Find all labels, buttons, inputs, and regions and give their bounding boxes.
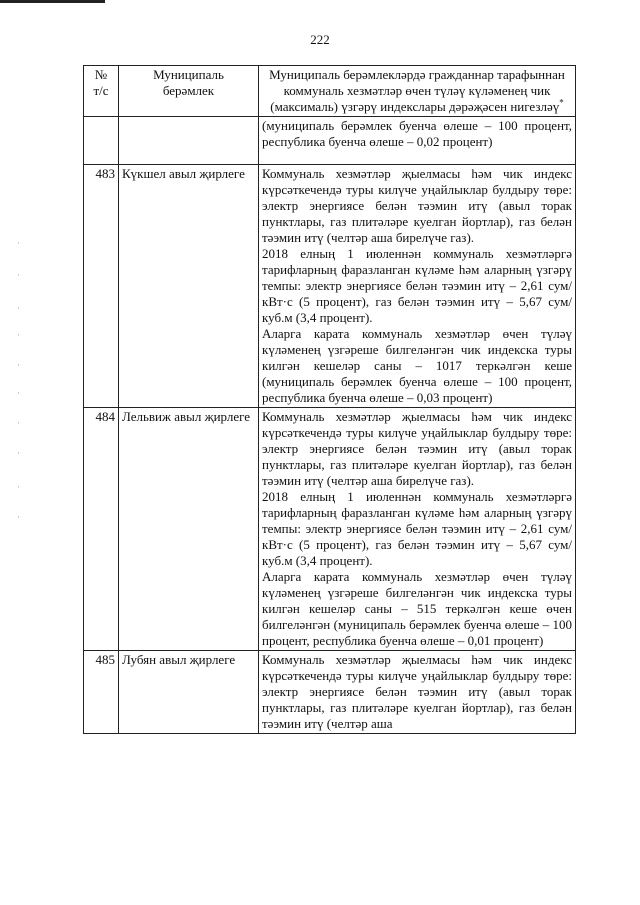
basis-paragraph: 2018 елның 1 июленнән коммуналь хезмәтләргә тарифларның фаразланган күләме һәм аларның үзгәрү темпы: электр энергиясе белән тәэмин итү – 2,61 сум/кВт·с (5 процент), газ белән тәэмин итү – 5,67 сум/куб.м (3,4 процент).: [262, 489, 572, 568]
header-basis-text: Муниципаль берәмлекләрдә гражданнар тарафыннан коммуналь хезмәтләр өчен түләү күләменең чик (максималь) үзгәрү индекслары дәрәҗәсен нигезләү: [269, 67, 565, 114]
basis-paragraph: (муниципаль берәмлек буенча өлеше – 100 процент, республика буенча өлеше – 0,02 процент): [262, 118, 572, 149]
table-header-row: [84, 66, 576, 117]
basis-paragraph: 2018 елның 1 июленнән коммуналь хезмәтләргә тарифларның фаразланган күләме һәм аларның үзгәрү темпы: электр энергиясе белән тәэмин итү – 2,61 сум/кВт·с (5 процент), газ белән тәэмин итү – 5,67 сум/куб.м (3,4 процент).: [262, 246, 572, 325]
table-row: [84, 117, 576, 165]
table-row: [84, 651, 576, 734]
margin-dot: ·: [17, 448, 20, 458]
basis-paragraph: Аларга карата коммуналь хезмәтләр өчен түләү күләменең үзгәреше билгеләнгән чик индекска туры килгән кешеләр саны – 515 теркәлгән кеше өчен билгеләнгән (муниципаль берәмлек буенча өлеше – 100 процент, республика буенча өлеше – 0,01 процент): [262, 569, 572, 648]
header-municipality: Муниципаль берәмлек: [119, 66, 259, 117]
row-number: 485: [84, 651, 119, 734]
footnote-mark: *: [559, 97, 564, 108]
margin-dot: ·: [17, 388, 20, 398]
row-municipality: Күкшел авыл җирлеге: [119, 165, 259, 408]
header-number: № т/с: [84, 66, 119, 117]
margin-dot: ·: [17, 512, 20, 522]
basis-paragraph: Аларга карата коммуналь хезмәтләр өчен түләү күләменең үзгәреше билгеләнгән чик индекска туры килгән кешеләр саны – 1017 теркәлгән кеше (муниципаль берәмлек буенча өлеше – 100 процент, республика буенча өлеше – 0,03 процент): [262, 326, 572, 405]
row-municipality: Лельвиж авыл җирлеге: [119, 408, 259, 651]
header-basis: [259, 66, 576, 117]
basis-paragraph: Коммуналь хезмәтләр җыелмасы һәм чик индекс күрсәткечендә туры килүче уңайлыклар булдыру төре: электр энергиясе белән тәэмин итү (авыл торак пунктлары, газ плитәләре куелган йортлар), газ белән тәэмин итү (челтәр аша бирелүче газ).: [262, 409, 572, 488]
margin-dot: ·: [17, 360, 20, 370]
margin-dot: ·: [17, 418, 20, 428]
row-basis: [259, 651, 576, 734]
data-table: [83, 65, 576, 734]
row-number: [84, 117, 119, 165]
top-rule: [0, 0, 105, 3]
row-basis: [259, 117, 576, 165]
row-basis: [259, 165, 576, 408]
basis-paragraph: Коммуналь хезмәтләр җыелмасы һәм чик индекс күрсәткечендә туры килүче уңайлыклар булдыру төре: электр энергиясе белән тәэмин итү (авыл торак пунктлары, газ плитәләре куелган йортлар), газ белән тәэмин итү (челтәр аша бирелүче газ).: [262, 166, 572, 245]
row-basis: [259, 408, 576, 651]
margin-dot: ·: [17, 482, 20, 492]
margin-dot: ·: [17, 330, 20, 340]
row-municipality: [119, 117, 259, 165]
table-row: [84, 165, 576, 408]
row-number: 484: [84, 408, 119, 651]
table-row: [84, 408, 576, 651]
page-number: 222: [310, 32, 330, 47]
basis-paragraph: Коммуналь хезмәтләр җыелмасы һәм чик индекс күрсәткечендә туры килүче уңайлыклар булдыру төре: электр энергиясе белән тәэмин итү (авыл торак пунктлары, газ плитәләре куелган йортлар), газ белән тәэмин итү (челтәр аша: [262, 652, 572, 731]
row-number: 483: [84, 165, 119, 408]
margin-dot: ·: [17, 270, 20, 280]
margin-dot: ·: [17, 303, 20, 313]
margin-dot: ·: [17, 238, 20, 248]
row-municipality: Лубян авыл җирлеге: [119, 651, 259, 734]
